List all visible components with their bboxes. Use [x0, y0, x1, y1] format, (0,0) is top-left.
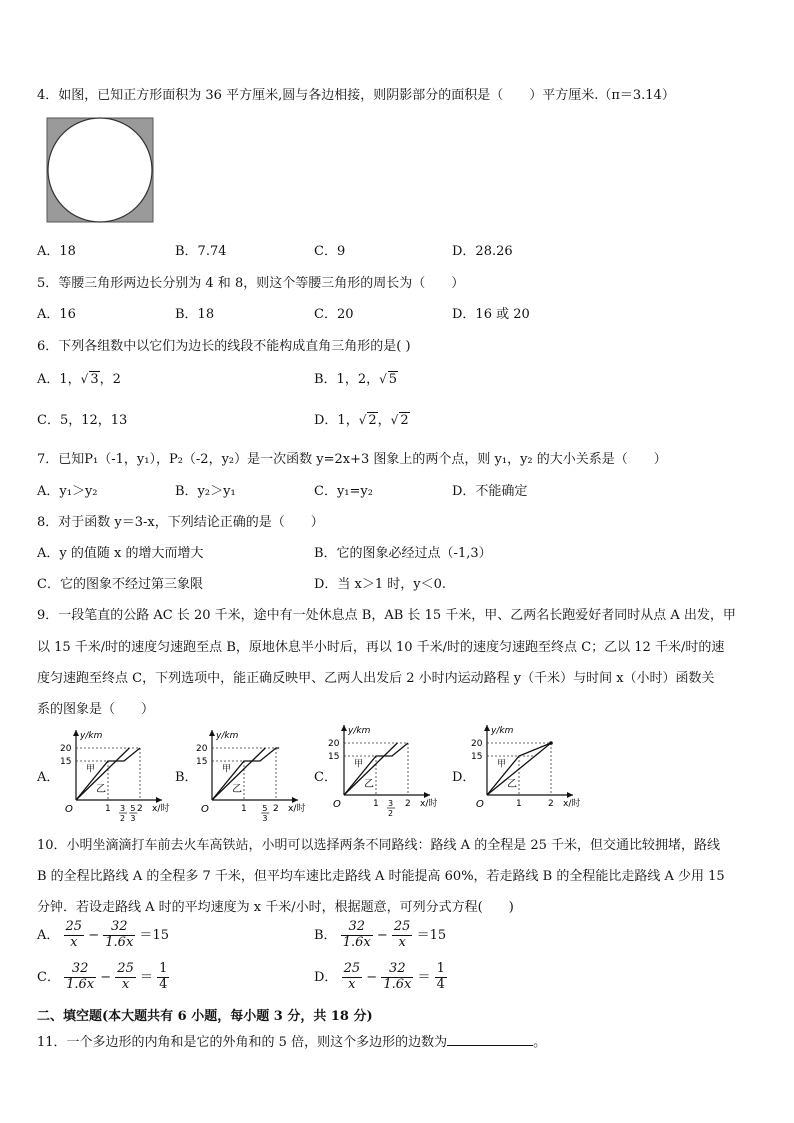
q9-line-1: 9．一段笔直的公路 AC 长 20 千米，途中有一处休息点 B，AB 长 15 千米，甲、乙两名长跑爱好者同时从点 A 出发，甲: [37, 608, 736, 623]
sqrt-icon: √: [379, 372, 387, 386]
yi-label: 乙: [96, 784, 106, 796]
denominator: x: [398, 934, 406, 950]
denominator: x: [70, 934, 78, 950]
denominator: 1.6x: [383, 976, 412, 992]
minus-sign: −: [100, 969, 112, 985]
yi-label: 乙: [364, 779, 374, 791]
jia-label: 甲: [222, 764, 232, 775]
q4-option-c[interactable]: C．9: [314, 244, 346, 259]
q10-option-a[interactable]: [37, 920, 169, 951]
tick-label-15: 15: [60, 757, 72, 767]
equals-sign: ＝: [139, 969, 153, 985]
q9-option-c[interactable]: C．: [314, 770, 337, 785]
equals-sign: ＝: [139, 927, 153, 943]
q5-option-b[interactable]: B．18: [175, 307, 215, 322]
q4-stem: 4．如图，已知正方形面积为 36 平方厘米,圆与各边相接，则阴影部分的面积是（ ）平方厘米.（π＝3.14）: [37, 88, 675, 103]
equals-sign: ＝: [416, 927, 430, 943]
tick-frac-num: 3: [120, 804, 126, 813]
origin-label: O: [333, 799, 341, 810]
tick-label-2: 2: [405, 799, 411, 809]
fraction: [64, 962, 96, 993]
q6-b-radicand: 5: [388, 372, 398, 387]
q6-option-a[interactable]: [37, 368, 121, 387]
tick-label-20: 20: [60, 744, 72, 754]
fraction: [381, 962, 413, 993]
x-axis-label: x/时: [420, 799, 438, 809]
tick-label-2: 2: [548, 799, 554, 809]
q8-stem: 8．对于函数 y＝3-x，下列结论正确的是（ ）: [37, 515, 324, 530]
fraction: [103, 920, 135, 951]
q10-line-3: 分钟．若设走路线 A 时的平均速度为 x 千米/小时，根据题意，可列分式方程( ): [37, 900, 514, 915]
y-axis-label: y/km: [216, 731, 239, 741]
q6-a-post: ，2: [99, 372, 121, 387]
q9-option-d[interactable]: D．: [452, 770, 476, 785]
q10-option-b[interactable]: [314, 920, 446, 951]
inscribed-circle: [48, 118, 152, 222]
tick-label-2: 2: [273, 804, 279, 814]
q5-stem: 5．等腰三角形两边长分别为 4 和 8，则这个等腰三角形的周长为（ ）: [37, 276, 465, 291]
q7-option-c[interactable]: C．y₁=y₂: [314, 484, 373, 499]
numerator: 32: [103, 920, 135, 936]
numerator: 32: [381, 962, 413, 978]
minus-sign: −: [88, 927, 100, 943]
numerator: 32: [64, 962, 96, 978]
tick-label-20: 20: [471, 739, 483, 749]
x-axis-arrow: [292, 797, 298, 803]
fraction: [435, 962, 447, 993]
q6-a-pre: A．1，: [37, 372, 81, 387]
q9-line-2: 以 15 千米/时的速度匀速跑至点 B，原地休息半小时后，再以 10 千米/时的速度匀速跑至终点 C；乙以 12 千米/时的速: [37, 640, 725, 655]
q6-option-b[interactable]: [314, 368, 398, 387]
tick-label-2: 2: [137, 804, 143, 814]
numerator: 25: [343, 961, 361, 976]
sqrt-icon: √: [80, 372, 89, 386]
tick-label-1: 1: [516, 799, 522, 809]
jia-label: 甲: [86, 764, 96, 775]
q5-option-c[interactable]: C．20: [314, 307, 354, 322]
q9-graphs: [0, 715, 794, 825]
sqrt-icon: √: [358, 413, 367, 427]
q6-option-c[interactable]: C．5，12，13: [37, 413, 128, 428]
denominator: x: [348, 976, 356, 992]
sqrt-icon: √: [390, 413, 399, 427]
tick-label-20: 20: [328, 739, 340, 749]
q11-end: 。: [533, 1035, 547, 1050]
answer-blank[interactable]: [447, 1033, 533, 1046]
tick-label-15: 15: [471, 752, 483, 762]
q6-a-radicand: 3: [90, 372, 99, 387]
denominator: 1.6x: [66, 976, 95, 992]
q8-option-d[interactable]: D．当 x＞1 时，y＜0.: [314, 577, 447, 592]
y-axis-arrow: [484, 725, 490, 731]
numerator: 25: [393, 919, 411, 934]
q10-line-2: B 的全程比路线 A 的全程多 7 千米，但平均车速比走路线 A 时能提高 60%，若走路线 B 的全程能比走路线 A 少用 15: [37, 869, 725, 884]
q8-option-b[interactable]: B．它的图象必经过点（-1,3）: [314, 546, 492, 561]
q5-option-a[interactable]: A．16: [37, 307, 76, 322]
fraction: [341, 920, 373, 951]
tick-frac-num: 5: [262, 804, 268, 813]
q9-line-3: 度匀速跑至终点 C，下列选项中，能正确反映甲、乙两人出发后 2 小时内运动路程 y（千米）与时间 x（小时）函数关: [37, 671, 715, 686]
q10-b-label: B．: [314, 927, 337, 943]
y-axis-label: y/km: [491, 726, 514, 736]
yi-label: 乙: [232, 784, 242, 796]
jia-label: 甲: [354, 759, 364, 770]
jia-label: 甲: [497, 759, 507, 770]
fraction: [64, 920, 85, 951]
q9-line-4: 系的图象是（ ）: [37, 702, 155, 717]
q6-option-d[interactable]: [314, 409, 410, 428]
q10-d-label: D．: [314, 969, 338, 985]
numerator: 32: [341, 920, 373, 936]
q6-d-mid: ，: [377, 413, 391, 428]
equals-sign: ＝: [417, 969, 431, 985]
q10-line-1: 10．小明坐滴滴打车前去火车高铁站，小明可以选择两条不同路线：路线 A 的全程是 25 千米，但交通比较拥堵，路线: [37, 838, 721, 853]
y-axis-label: y/km: [348, 726, 371, 736]
q4-option-d[interactable]: D．28.26: [452, 244, 513, 259]
q10-option-d[interactable]: [314, 962, 447, 993]
tick-frac-num: 5: [130, 804, 136, 813]
q7-option-d[interactable]: D．不能确定: [452, 484, 528, 499]
fraction: [392, 920, 413, 951]
x-axis-label: x/时: [563, 799, 581, 809]
fraction: [115, 962, 136, 993]
y-axis-arrow: [209, 730, 215, 736]
origin-label: O: [476, 799, 484, 810]
q11-text: 11．一个多边形的内角和是它的外角和的 5 倍，则这个多边形的边数为: [37, 1035, 448, 1050]
q9-option-b[interactable]: B．: [175, 770, 198, 785]
origin-label: O: [65, 804, 73, 815]
q8-option-c[interactable]: C．它的图象不经过第三象限: [37, 577, 203, 592]
fraction: [342, 962, 363, 993]
denominator: 1.6x: [105, 934, 134, 950]
q6-d-pre: D．1，: [314, 413, 359, 428]
q4-option-a[interactable]: A．18: [37, 244, 76, 259]
tick-frac-den: 3: [262, 814, 268, 823]
denominator: 4: [159, 976, 168, 992]
q4-option-b[interactable]: B．7.74: [175, 244, 227, 259]
q10-a-label: A．: [37, 927, 60, 943]
denominator: x: [121, 976, 130, 992]
denominator: 1.6x: [342, 934, 371, 950]
minus-sign: −: [366, 969, 378, 985]
q7-option-b[interactable]: B．y₂＞y₁: [175, 484, 236, 499]
tick-label-15: 15: [328, 752, 340, 762]
q5-option-d[interactable]: D．16 或 20: [452, 307, 530, 322]
x-axis-arrow: [567, 792, 573, 798]
q8-option-a[interactable]: A．y 的值随 x 的增大而增大: [37, 546, 204, 561]
x-axis-label: x/时: [288, 804, 306, 814]
y-axis-arrow: [341, 725, 347, 731]
tick-frac-num: 3: [388, 799, 394, 808]
section-2-heading: 二、填空题(本大题共有 6 小题，每小题 3 分，共 18 分): [37, 1009, 373, 1024]
q4-figure: [46, 117, 154, 223]
x-axis-arrow: [156, 797, 162, 803]
y-axis-arrow: [73, 730, 79, 736]
q6-stem: 6．下列各组数中以它们为边长的线段不能构成直角三角形的是( ): [37, 339, 411, 354]
tick-label-1: 1: [241, 804, 247, 814]
end-point: [549, 741, 553, 745]
tick-frac-den: 2: [120, 814, 126, 823]
numerator: 25: [65, 919, 83, 934]
q7-stem: 7．已知P₁（-1，y₁），P₂（-2，y₂）是一次函数 y=2x+3 图象上的两个点，则 y₁，y₂ 的大小关系是（ ）: [37, 452, 667, 467]
q7-option-a[interactable]: A．y₁＞y₂: [37, 484, 98, 499]
q6-d-radicand-2: 2: [400, 413, 409, 428]
denominator: 4: [436, 976, 445, 992]
yi-label: 乙: [507, 779, 517, 791]
q9-option-a[interactable]: A．: [37, 770, 60, 785]
rhs-value: 15: [429, 927, 447, 943]
q10-option-c[interactable]: [37, 962, 169, 993]
rhs-value: 15: [152, 927, 169, 943]
tick-label-1: 1: [105, 804, 111, 814]
q6-d-radicand-1: 2: [368, 413, 377, 428]
x-axis-arrow: [424, 792, 430, 798]
q10-c-label: C．: [37, 969, 60, 985]
origin-label: O: [201, 804, 209, 815]
q6-b-pre: B．1，2，: [314, 372, 380, 387]
y-axis-label: y/km: [80, 731, 103, 741]
x-axis-label: x/时: [152, 804, 170, 814]
tick-label-20: 20: [196, 744, 208, 754]
tick-label-15: 15: [196, 757, 208, 767]
numerator: 1: [159, 961, 168, 976]
q11-stem: [37, 1031, 546, 1050]
minus-sign: −: [376, 927, 388, 943]
tick-label-1: 1: [373, 799, 379, 809]
numerator: 25: [117, 961, 134, 976]
numerator: 1: [436, 961, 445, 976]
tick-frac-den: 2: [388, 809, 394, 818]
fraction: [157, 962, 169, 993]
tick-frac-den: 3: [130, 814, 136, 823]
